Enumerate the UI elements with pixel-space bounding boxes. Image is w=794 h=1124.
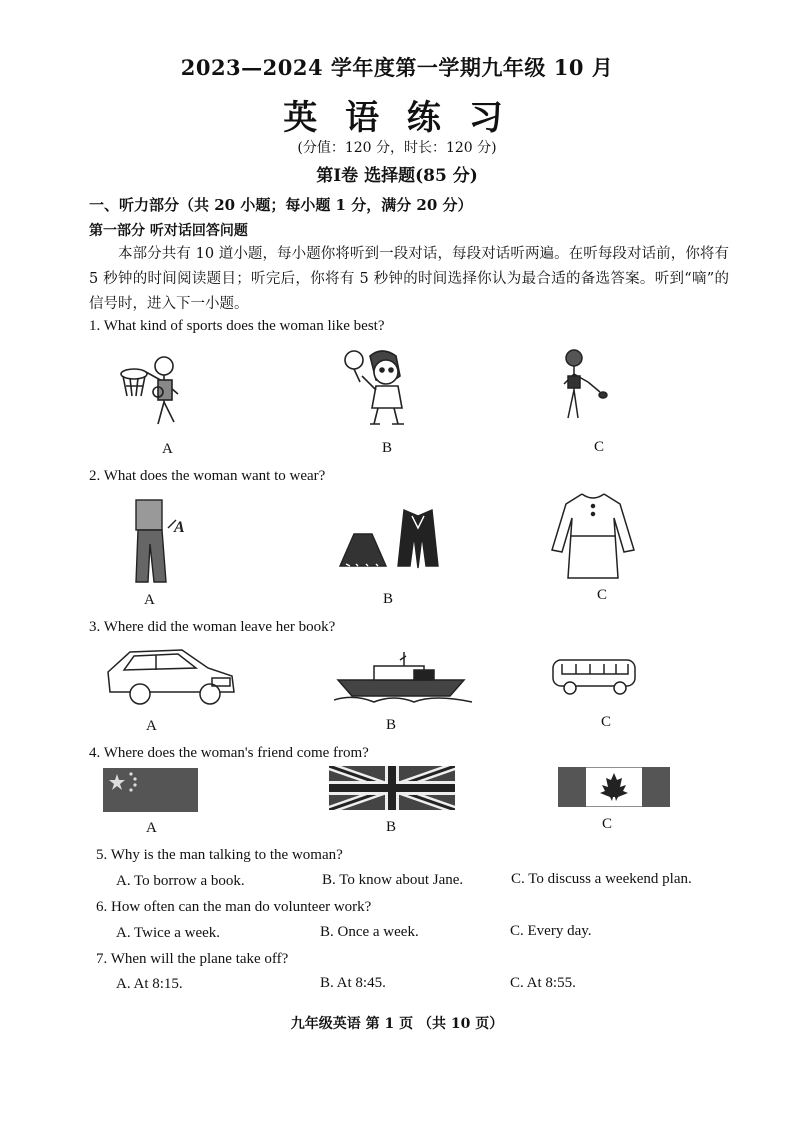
car-picture [104, 646, 238, 708]
dress-picture [548, 490, 638, 582]
q2-label-a: A [144, 592, 155, 608]
q3-label-b: B [386, 717, 397, 733]
subsection-title: 第一部分 听对话回答问题 [89, 223, 248, 239]
basketball-player-picture [118, 352, 198, 430]
flag-of-canada [558, 767, 670, 807]
q1-label-a: A [162, 441, 173, 457]
q3-label-c: C [601, 714, 612, 730]
badminton-player-picture [556, 346, 616, 426]
bus-picture [550, 656, 640, 696]
q3-label-a: A [146, 718, 157, 734]
question-7: 7. When will the plane take off? [96, 951, 289, 967]
question-5: 5. Why is the man talking to the woman? [96, 847, 343, 863]
question-6: 6. How often can the man do volunteer work? [96, 899, 372, 915]
question-3: 3. Where did the woman leave her book? [89, 619, 336, 635]
part-title: 第Ⅰ卷 选择题(85 分) [316, 166, 478, 186]
q1-label-b: B [382, 440, 393, 456]
ship-picture [334, 650, 474, 706]
skirt-and-jacket-picture [338, 506, 442, 572]
q5-option-b: B. To know about Jane. [322, 872, 464, 888]
q6-option-c: C. Every day. [510, 923, 592, 939]
q6-option-b: B. Once a week. [320, 924, 419, 940]
page-footer: 九年级英语 第 1 页 （共 10 页） [290, 1016, 504, 1032]
q1-label-c: C [594, 439, 605, 455]
question-2: 2. What does the woman want to wear? [89, 468, 326, 484]
exam-title-line2: 英 语 练 习 [283, 98, 511, 138]
question-4: 4. Where does the woman's friend come from? [89, 745, 369, 761]
flag-of-uk [329, 766, 455, 810]
score-info: (分值：120 分，时长：120 分) [297, 140, 497, 156]
section-title: 一、听力部分（共 20 小题；每小题 1 分，满分 20 分） [89, 196, 473, 214]
q5-option-a: A. To borrow a book. [116, 873, 245, 889]
q7-option-c: C. At 8:55. [510, 975, 576, 991]
flag-of-china [103, 768, 198, 812]
exam-title-line1: 2023—2024 学年度第一学期九年级 10 月 [180, 55, 614, 80]
instructions-paragraph: 本部分共有 10 道小题，每小题你将听到一段对话，每段对话听两遍。在听每段对话前，你将有 5 秒钟的时间阅读题目；听完后，你将有 5 秒钟的时间选择你认为最合适的备选答案。听到“嘀”的信号时，进入下一小题。 [89, 246, 729, 312]
pants-outfit-picture [128, 498, 200, 584]
q4-label-c: C [602, 816, 613, 832]
tennis-player-picture [340, 346, 420, 428]
q4-label-a: A [146, 820, 157, 836]
q2-label-c: C [597, 587, 608, 603]
svg-text:A: A [174, 519, 185, 536]
q4-label-b: B [386, 819, 397, 835]
q7-option-a: A. At 8:15. [116, 976, 183, 992]
q2-label-b: B [383, 591, 394, 607]
q7-option-b: B. At 8:45. [320, 975, 386, 991]
q6-option-a: A. Twice a week. [116, 925, 221, 941]
question-1: 1. What kind of sports does the woman like best? [89, 318, 385, 334]
q5-option-c: C. To discuss a weekend plan. [511, 871, 692, 887]
